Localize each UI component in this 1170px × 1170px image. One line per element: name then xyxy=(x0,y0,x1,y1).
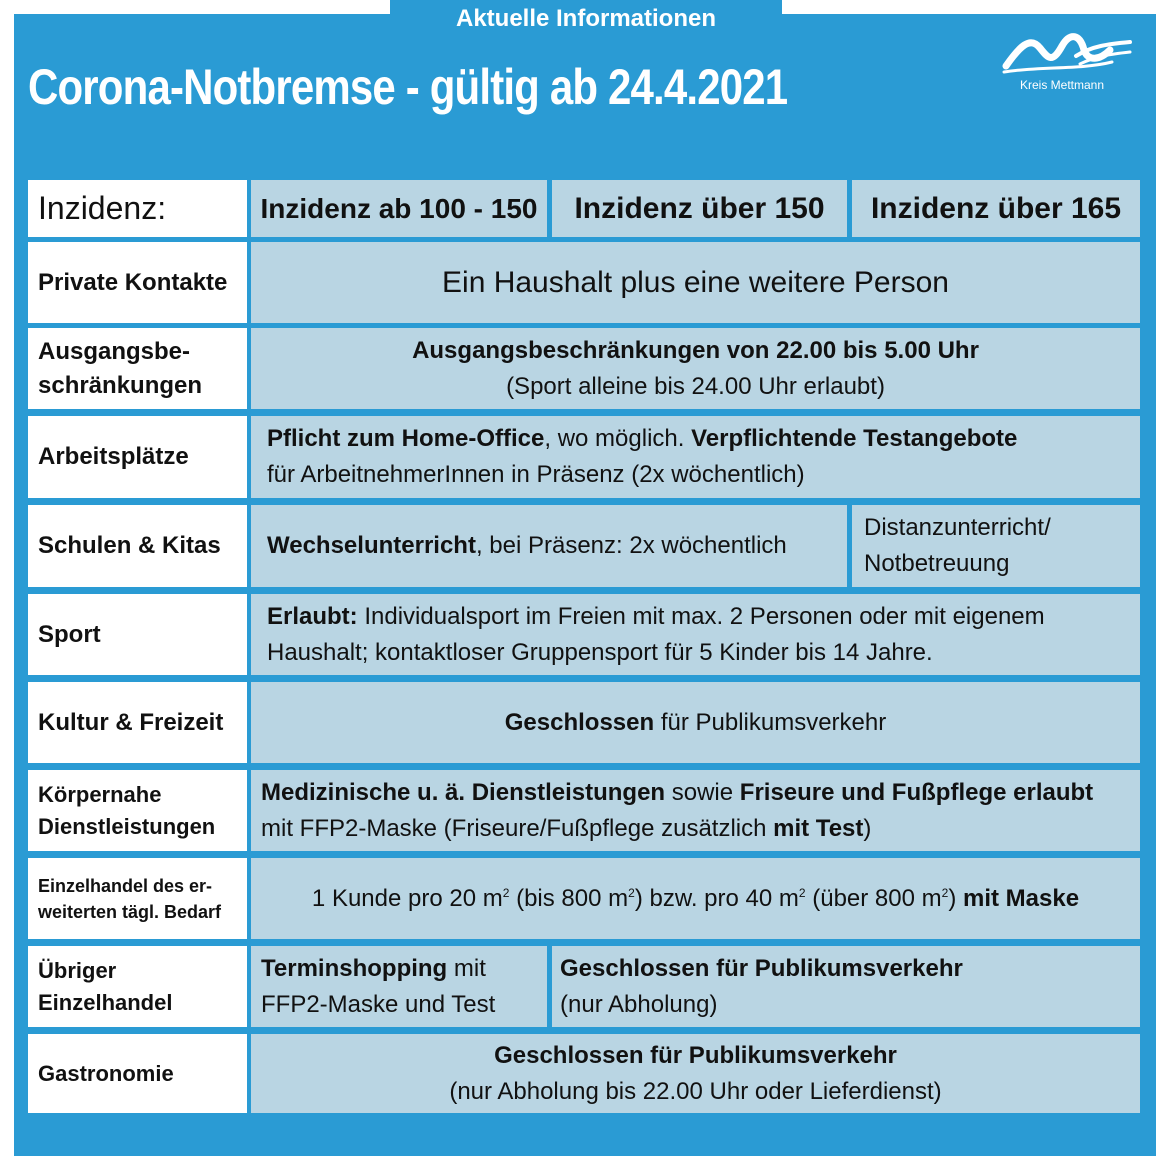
row-label-daily-retail-line2: weiterten tägl. Bedarf xyxy=(38,901,222,922)
row-label-curfew-line2: schränkungen xyxy=(38,371,203,399)
daily-retail-t3: ) bzw. pro 40 m xyxy=(634,884,799,912)
row-label-daily-retail xyxy=(28,858,247,939)
sport-text1: Individualsport im Freien mit max. 2 Personen oder mit eigenem xyxy=(357,602,1045,630)
daily-retail-sup3: 2 xyxy=(798,885,806,900)
personal-services-text3: ) xyxy=(863,814,872,842)
sport-line2: Haushalt; kontaktloser Gruppensport für 5 Kinder bis 14 Jahre. xyxy=(267,638,933,666)
workplaces-value xyxy=(251,416,1140,498)
row-label-workplaces: Arbeitsplätze xyxy=(28,416,247,498)
daily-retail-bold: mit Maske xyxy=(963,884,1080,912)
row-label-gastronomy: Gastronomie xyxy=(28,1034,247,1113)
sport-value xyxy=(251,594,1140,675)
personal-services-bold3: mit Test xyxy=(773,814,864,842)
culture-text: für Publikumsverkehr xyxy=(654,708,887,736)
page-title: Corona-Notbremse - gültig ab 24.4.2021 xyxy=(28,59,788,115)
daily-retail-sup2: 2 xyxy=(628,885,635,900)
other-retail-right-line2: (nur Abholung) xyxy=(560,990,718,1018)
other-retail-left-bold: Terminshopping xyxy=(261,954,448,982)
column-header-label: Inzidenz: xyxy=(28,180,247,237)
row-label-personal-services xyxy=(28,770,247,851)
row-label-sport: Sport xyxy=(28,594,247,675)
gastronomy-value xyxy=(251,1034,1140,1113)
row-label-personal-services-line1: Körpernahe xyxy=(38,781,162,807)
other-retail-right-bold: Geschlossen für Publikumsverkehr xyxy=(560,954,963,982)
personal-services-text2: mit FFP2-Maske (Friseure/Fußpflege zusätzlich xyxy=(261,814,774,842)
culture-value xyxy=(251,682,1140,763)
daily-retail-sup4: 2 xyxy=(941,885,949,900)
gastronomy-note: (nur Abholung bis 22.00 Uhr oder Lieferdienst) xyxy=(449,1077,942,1105)
column-header-over-165: Inzidenz über 165 xyxy=(852,180,1140,237)
curfew-bold: Ausgangsbeschränkungen von 22.00 bis 5.00 Uhr xyxy=(412,336,979,364)
row-label-schools: Schulen & Kitas xyxy=(28,505,247,587)
personal-services-bold1: Medizinische u. ä. Dienstleistungen xyxy=(261,778,666,806)
row-label-other-retail-line2: Einzelhandel xyxy=(38,989,173,1015)
daily-retail-t4: (über 800 m xyxy=(805,884,942,912)
row-label-curfew-line1: Ausgangsbe- xyxy=(38,337,191,365)
daily-retail-value xyxy=(251,858,1140,939)
row-label-culture: Kultur & Freizeit xyxy=(28,682,247,763)
workplaces-text1: , wo möglich. xyxy=(544,425,692,452)
workplaces-bold1: Pflicht zum Home-Office xyxy=(267,425,545,452)
row-label-other-retail xyxy=(28,946,247,1027)
other-retail-left-line2: FFP2-Maske und Test xyxy=(261,990,496,1018)
logo-text: Kreis Mettmann xyxy=(1019,78,1105,92)
daily-retail-t5: ) xyxy=(948,884,963,912)
schools-over-165-value xyxy=(852,505,1140,587)
kreis-mettmann-logo xyxy=(1000,26,1134,98)
other-retail-right-value xyxy=(552,946,1140,1027)
other-retail-left-value xyxy=(251,946,547,1027)
column-header-over-150: Inzidenz über 150 xyxy=(552,180,847,237)
daily-retail-t1: 1 Kunde pro 20 m xyxy=(311,884,503,912)
header-tab: Aktuelle Informationen xyxy=(390,0,782,40)
row-label-personal-services-line2: Dienstleistungen xyxy=(38,813,216,839)
workplaces-line2: für ArbeitnehmerInnen in Präsenz (2x wöchentlich) xyxy=(267,461,805,488)
curfew-value xyxy=(251,328,1140,409)
daily-retail-sup1: 2 xyxy=(502,885,510,900)
schools-text: , bei Präsenz: 2x wöchentlich xyxy=(475,532,787,559)
personal-services-bold2: Friseure und Fußpflege erlaubt xyxy=(739,778,1094,806)
culture-bold: Geschlossen xyxy=(504,708,655,736)
schools-right-line2: Notbetreuung xyxy=(864,550,1010,577)
row-label-other-retail-line1: Übriger xyxy=(38,957,117,983)
column-header-100-150: Inzidenz ab 100 - 150 xyxy=(251,180,547,237)
schools-right-line1: Distanzunterricht/ xyxy=(864,514,1051,541)
schools-value xyxy=(251,505,847,587)
row-label-private-contacts: Private Kontakte xyxy=(28,242,247,323)
private-contacts-value: Ein Haushalt plus eine weitere Person xyxy=(251,242,1140,323)
row-label-curfew xyxy=(28,328,247,409)
gastronomy-bold: Geschlossen für Publikumsverkehr xyxy=(494,1041,897,1069)
curfew-note: (Sport alleine bis 24.00 Uhr erlaubt) xyxy=(506,372,885,400)
sport-bold: Erlaubt: xyxy=(267,602,358,630)
schools-bold: Wechselunterricht xyxy=(267,532,476,559)
daily-retail-t2: (bis 800 m xyxy=(509,884,629,912)
other-retail-left-text: mit xyxy=(447,954,486,982)
workplaces-bold2: Verpflichtende Testangebote xyxy=(691,425,1018,452)
personal-services-text1: sowie xyxy=(665,778,740,806)
row-label-daily-retail-line1: Einzelhandel des er- xyxy=(38,875,213,896)
logo-wave-icon xyxy=(1000,26,1134,78)
personal-services-value xyxy=(251,770,1140,851)
